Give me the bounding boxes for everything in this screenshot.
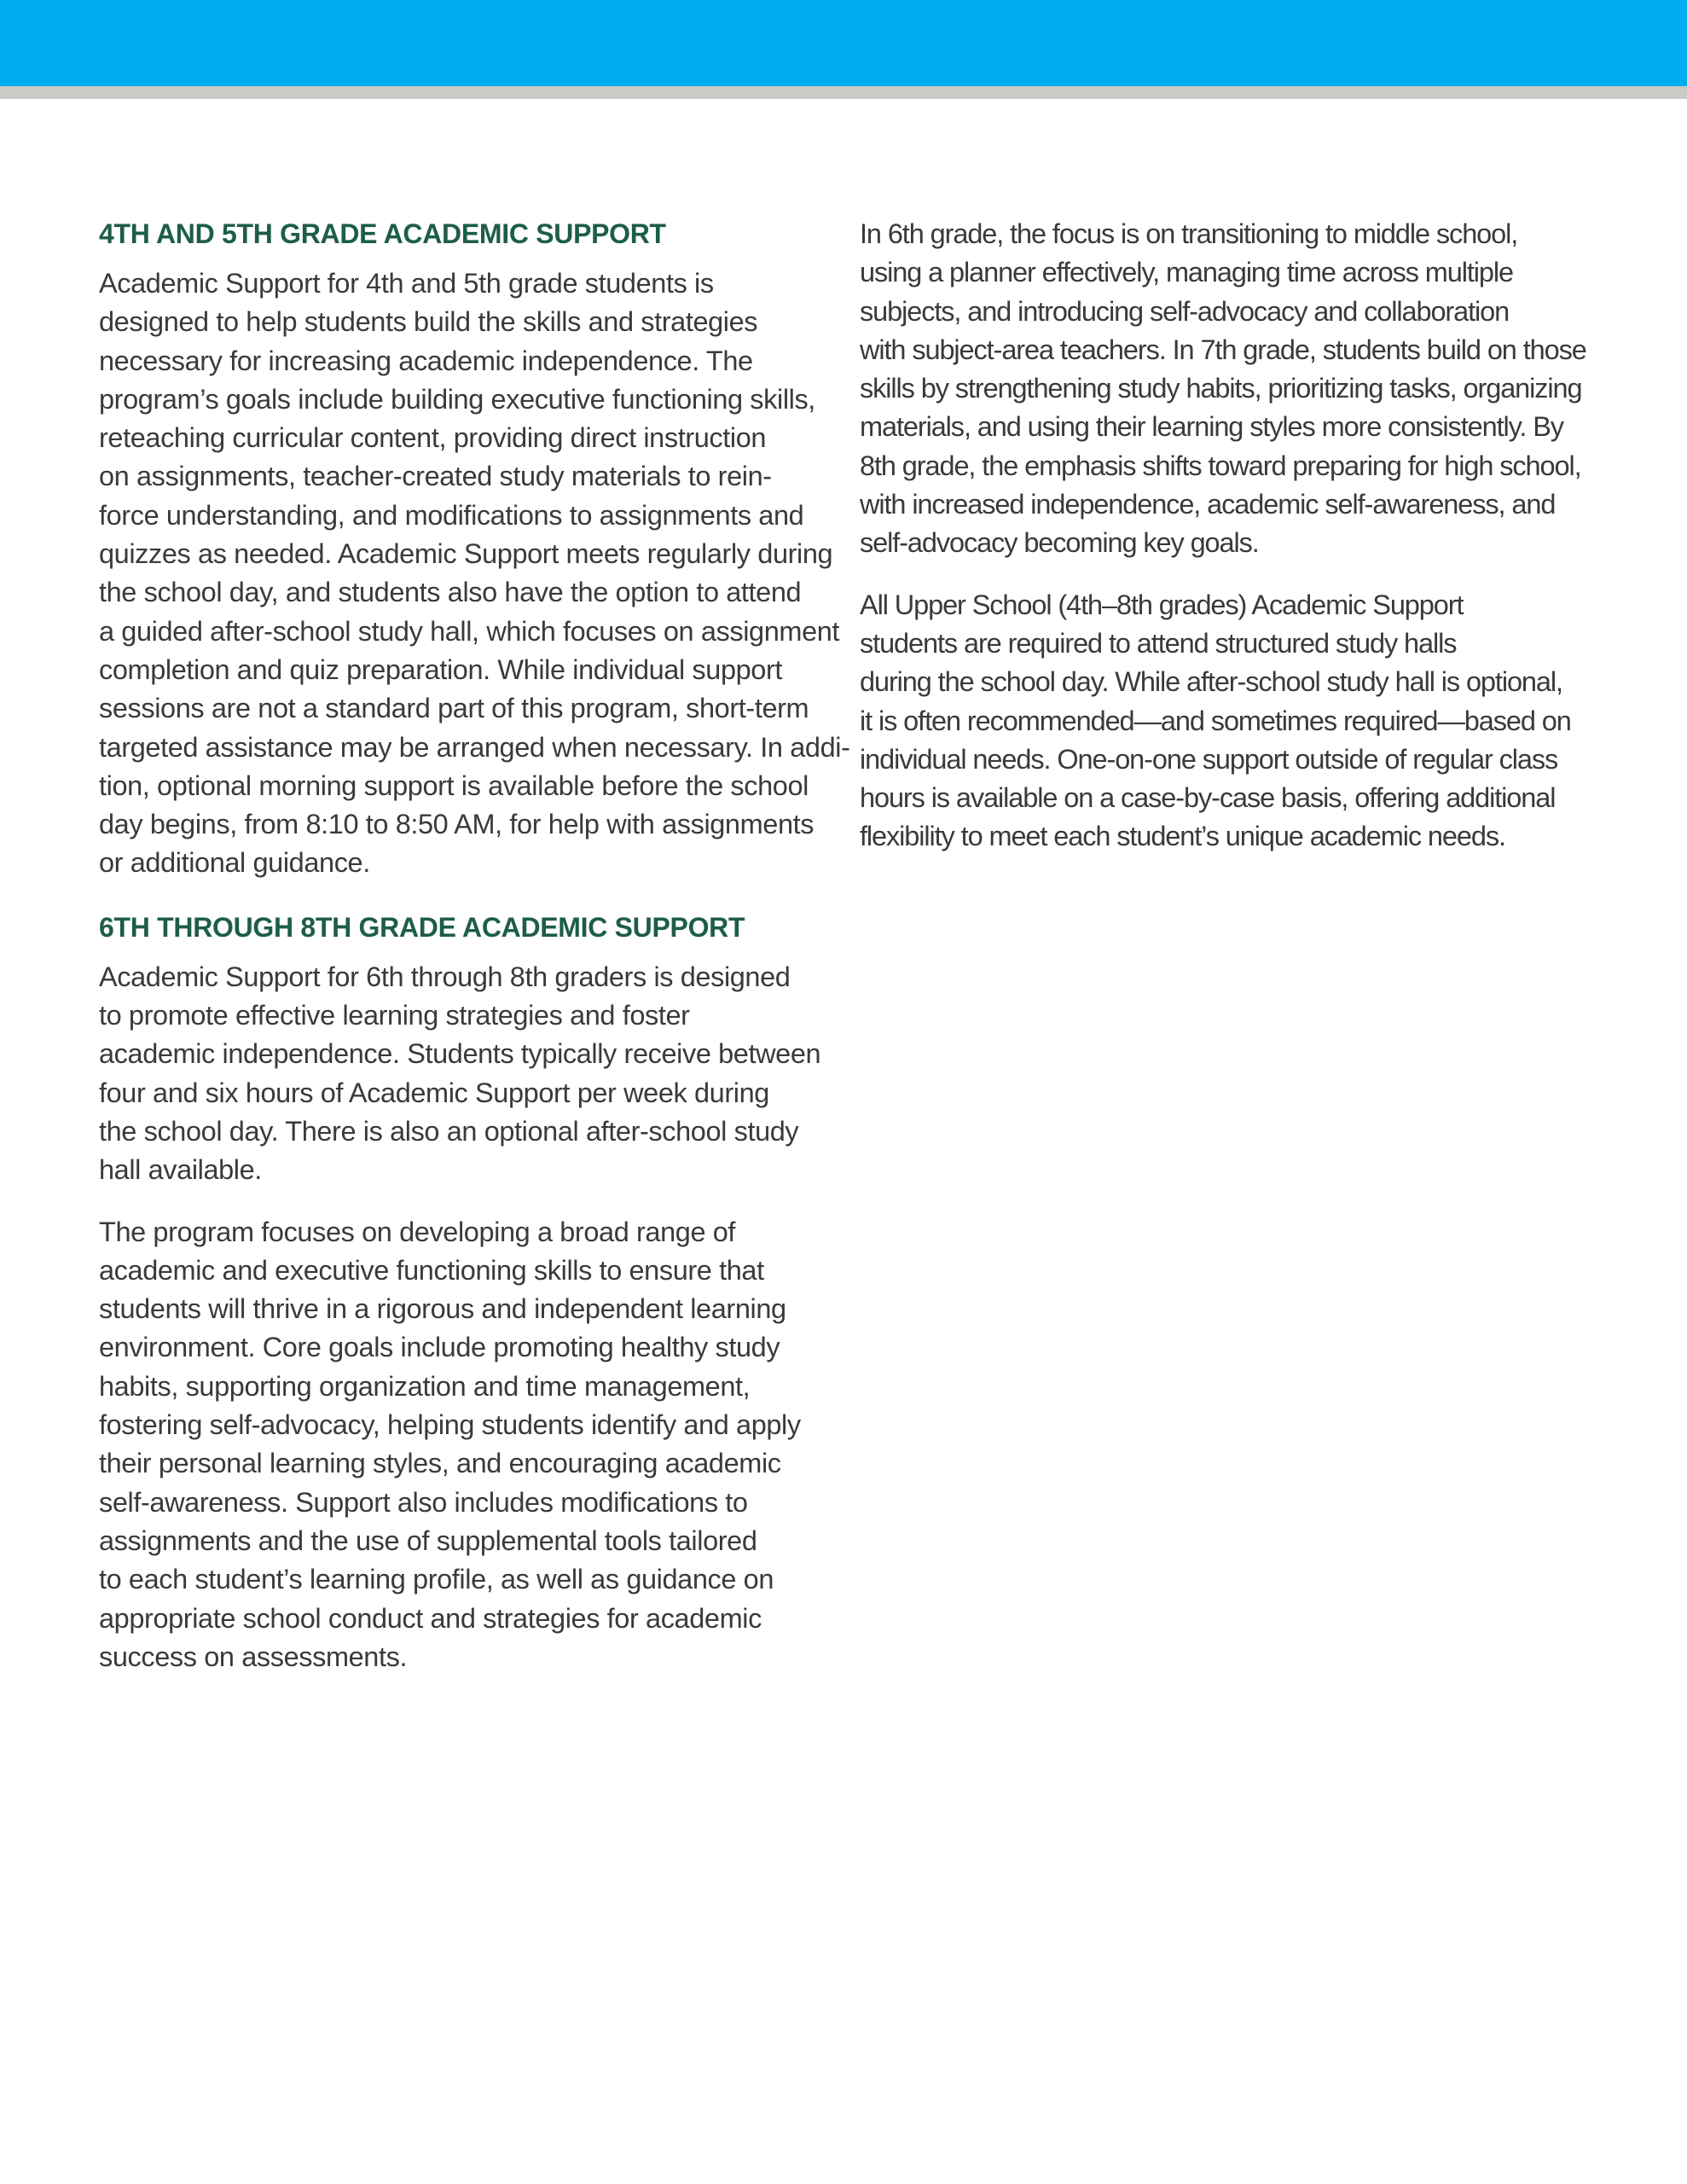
paragraph-study-hall-policy — [860, 586, 1593, 857]
text-line: Academic Support for 4th and 5th grade students is — [99, 268, 714, 299]
text-line: All Upper School (4th–8th grades) Academic Support — [860, 589, 1464, 620]
right-column — [860, 215, 1593, 857]
text-line: academic and executive functioning skills to ensure that — [99, 1254, 764, 1286]
text-line: targeted assistance may be arranged when necessary. In addi- — [99, 731, 850, 763]
text-line: quizzes as needed. Academic Support meets regularly during — [99, 538, 833, 570]
text-line: flexibility to meet each student’s unique academic needs. — [860, 821, 1505, 852]
text-line: with subject-area teachers. In 7th grade, students build on those — [860, 334, 1586, 365]
section-heading-6th-8th: 6TH THROUGH 8TH GRADE ACADEMIC SUPPORT — [99, 911, 745, 943]
text-line: skills by strengthening study habits, prioritizing tasks, organizing — [860, 373, 1582, 404]
text-line: four and six hours of Academic Support per week during — [99, 1077, 769, 1108]
paragraph-6th-8th-intro — [99, 958, 832, 1190]
text-line: the school day, and students also have the option to attend — [99, 577, 802, 608]
text-line: hours is available on a case-by-case basis, offering additional — [860, 782, 1556, 814]
text-line: materials, and using their learning styles more consistently. By — [860, 411, 1563, 443]
paragraph-6th-8th-goals — [99, 1213, 832, 1677]
text-line: on assignments, teacher-created study materials to rein- — [99, 461, 772, 492]
text-line: day begins, from 8:10 to 8:50 AM, for help with assignments — [99, 809, 815, 840]
left-column — [99, 215, 850, 1676]
text-line: or additional guidance. — [99, 847, 370, 879]
text-line: with increased independence, academic self-awareness, and — [860, 489, 1556, 520]
text-line: during the school day. While after-school study hall is optional, — [860, 666, 1562, 698]
text-line: students are required to attend structured study halls — [860, 627, 1457, 659]
text-line: designed to help students build the skills and strategies — [99, 306, 758, 338]
text-line: a guided after-school study hall, which focuses on assignment — [99, 615, 840, 647]
paragraph-grade-progression — [860, 215, 1593, 563]
text-line: success on assessments. — [99, 1641, 408, 1672]
text-line: hall available. — [99, 1154, 262, 1186]
paragraph-4th-5th — [99, 264, 850, 883]
text-line: to promote effective learning strategies and foster — [99, 1000, 690, 1031]
text-line: using a planner effectively, managing time across multiple — [860, 257, 1513, 288]
text-line: habits, supporting organization and time management, — [99, 1370, 751, 1402]
text-line: reteaching curricular content, providing direct instruction — [99, 422, 767, 454]
text-line: environment. Core goals include promoting healthy study — [99, 1332, 780, 1363]
text-line: 8th grade, the emphasis shifts toward preparing for high school, — [860, 450, 1581, 481]
text-line: necessary for increasing academic independence. The — [99, 345, 753, 376]
text-line: fostering self-advocacy, helping students identify and apply — [99, 1409, 801, 1441]
text-line: The program focuses on developing a broad range of — [99, 1216, 736, 1247]
text-line: tion, optional morning support is available before the school — [99, 770, 809, 801]
text-line: their personal learning styles, and encouraging academic — [99, 1448, 781, 1479]
text-line: completion and quiz preparation. While individual support — [99, 653, 783, 685]
text-line: Academic Support for 6th through 8th graders is designed — [99, 961, 791, 992]
text-line: appropriate school conduct and strategies for academic — [99, 1602, 762, 1634]
text-line: the school day. There is also an optional after-school study — [99, 1115, 799, 1147]
text-line: In 6th grade, the focus is on transitioning to middle school, — [860, 218, 1518, 249]
text-line: to each student’s learning profile, as well as guidance on — [99, 1564, 774, 1595]
text-line: self-advocacy becoming key goals. — [860, 527, 1259, 559]
header-color-band — [0, 0, 1687, 86]
text-line: individual needs. One-on-one support outside of regular class — [860, 743, 1558, 775]
section-heading-4th-5th: 4TH AND 5TH GRADE ACADEMIC SUPPORT — [99, 218, 666, 249]
text-line: sessions are not a standard part of this program, short-term — [99, 693, 809, 724]
text-line: program’s goals include building executive functioning skills, — [99, 383, 815, 415]
text-line: academic independence. Students typically receive between — [99, 1038, 821, 1070]
text-line: assignments and the use of supplemental tools tailored — [99, 1525, 757, 1556]
text-line: self-awareness. Support also includes modifications to — [99, 1486, 748, 1518]
text-line: it is often recommended—and sometimes required—based on — [860, 705, 1571, 736]
header-rule — [0, 86, 1687, 99]
text-line: students will thrive in a rigorous and independent learning — [99, 1293, 786, 1325]
text-line: subjects, and introducing self-advocacy and collaboration — [860, 295, 1510, 327]
text-line: force understanding, and modifications to assignments and — [99, 499, 804, 531]
